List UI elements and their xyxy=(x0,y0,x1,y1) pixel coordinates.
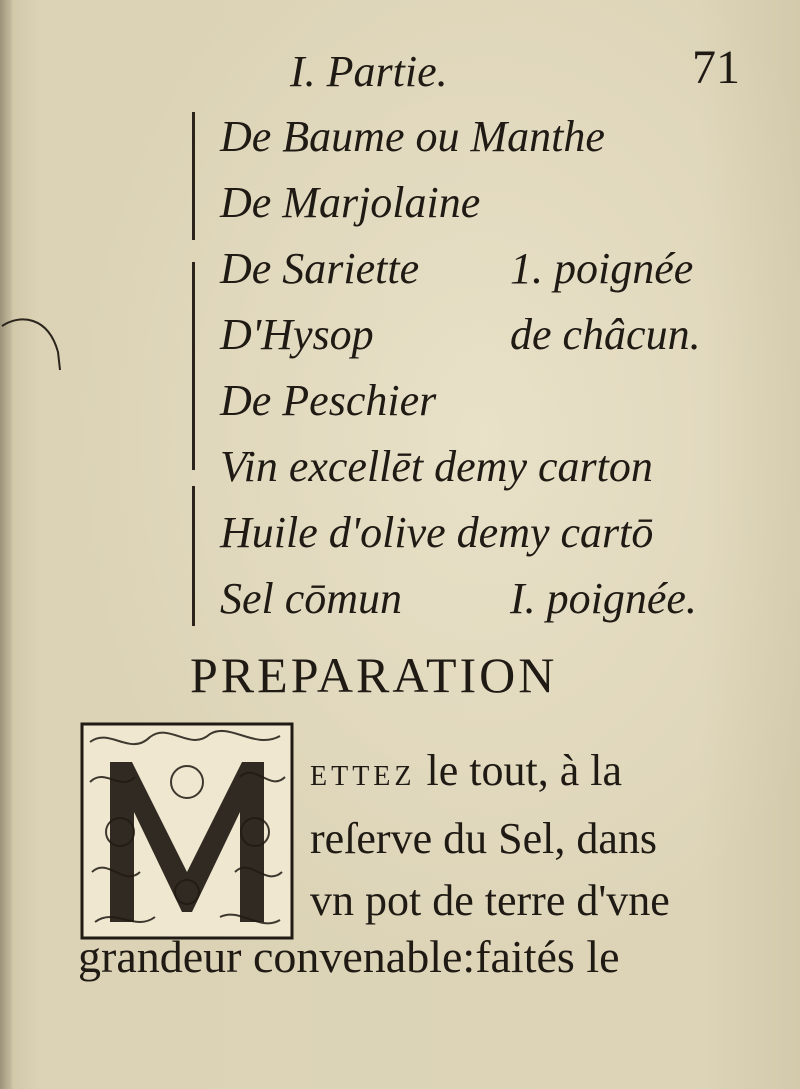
ingredient-line xyxy=(220,236,760,302)
ingredient-name: Huile d'olive demy cartō xyxy=(220,508,654,557)
paragraph-line-text: le tout, à la xyxy=(415,746,623,795)
ingredient-name: De Peschier xyxy=(220,376,437,425)
ingredient-name: De Marjolaine xyxy=(220,178,481,227)
ingredient-line xyxy=(220,434,760,500)
page-gutter xyxy=(0,0,12,1089)
paragraph-line: vn pot de terre d'vne xyxy=(310,876,670,925)
ingredient-line xyxy=(220,170,760,236)
ingredient-line xyxy=(220,368,760,434)
page-number: 71 xyxy=(692,41,740,94)
running-header xyxy=(290,40,740,100)
ingredient-name: De Sariette xyxy=(220,244,420,293)
bracket-rule xyxy=(192,486,195,626)
bracket-rule xyxy=(192,112,195,240)
ingredient-name: D'Hysop xyxy=(220,310,374,359)
ingredient-line xyxy=(220,302,760,368)
section-title: PREPARATION xyxy=(190,647,558,703)
smallcaps-word: ETTEZ xyxy=(310,761,416,792)
ingredient-list xyxy=(220,104,760,632)
paragraph-line: grandeur convenable:faités le xyxy=(78,931,620,982)
part-label: I. Partie. xyxy=(290,47,448,96)
ingredient-quantity: de châcun. xyxy=(510,310,701,359)
bracket-rule xyxy=(192,400,195,470)
ingredient-name: De Baume ou Manthe xyxy=(220,112,605,161)
bracket-rule xyxy=(192,262,195,402)
ingredient-line xyxy=(220,104,760,170)
ingredient-name: Sel cōmun xyxy=(220,574,403,623)
ingredient-line xyxy=(220,566,760,632)
paragraph-body xyxy=(310,740,750,932)
paragraph-line: reſerve du Sel, dans xyxy=(310,814,657,863)
ingredient-line xyxy=(220,500,760,566)
paragraph-line xyxy=(310,740,750,808)
ingredient-quantity: I. poignée. xyxy=(510,574,697,623)
ingredient-quantity: 1. poignée xyxy=(510,244,694,293)
decorated-initial-m xyxy=(80,722,294,940)
margin-ink-mark xyxy=(0,312,64,372)
ingredient-name: Vin excellēt demy carton xyxy=(220,442,653,491)
